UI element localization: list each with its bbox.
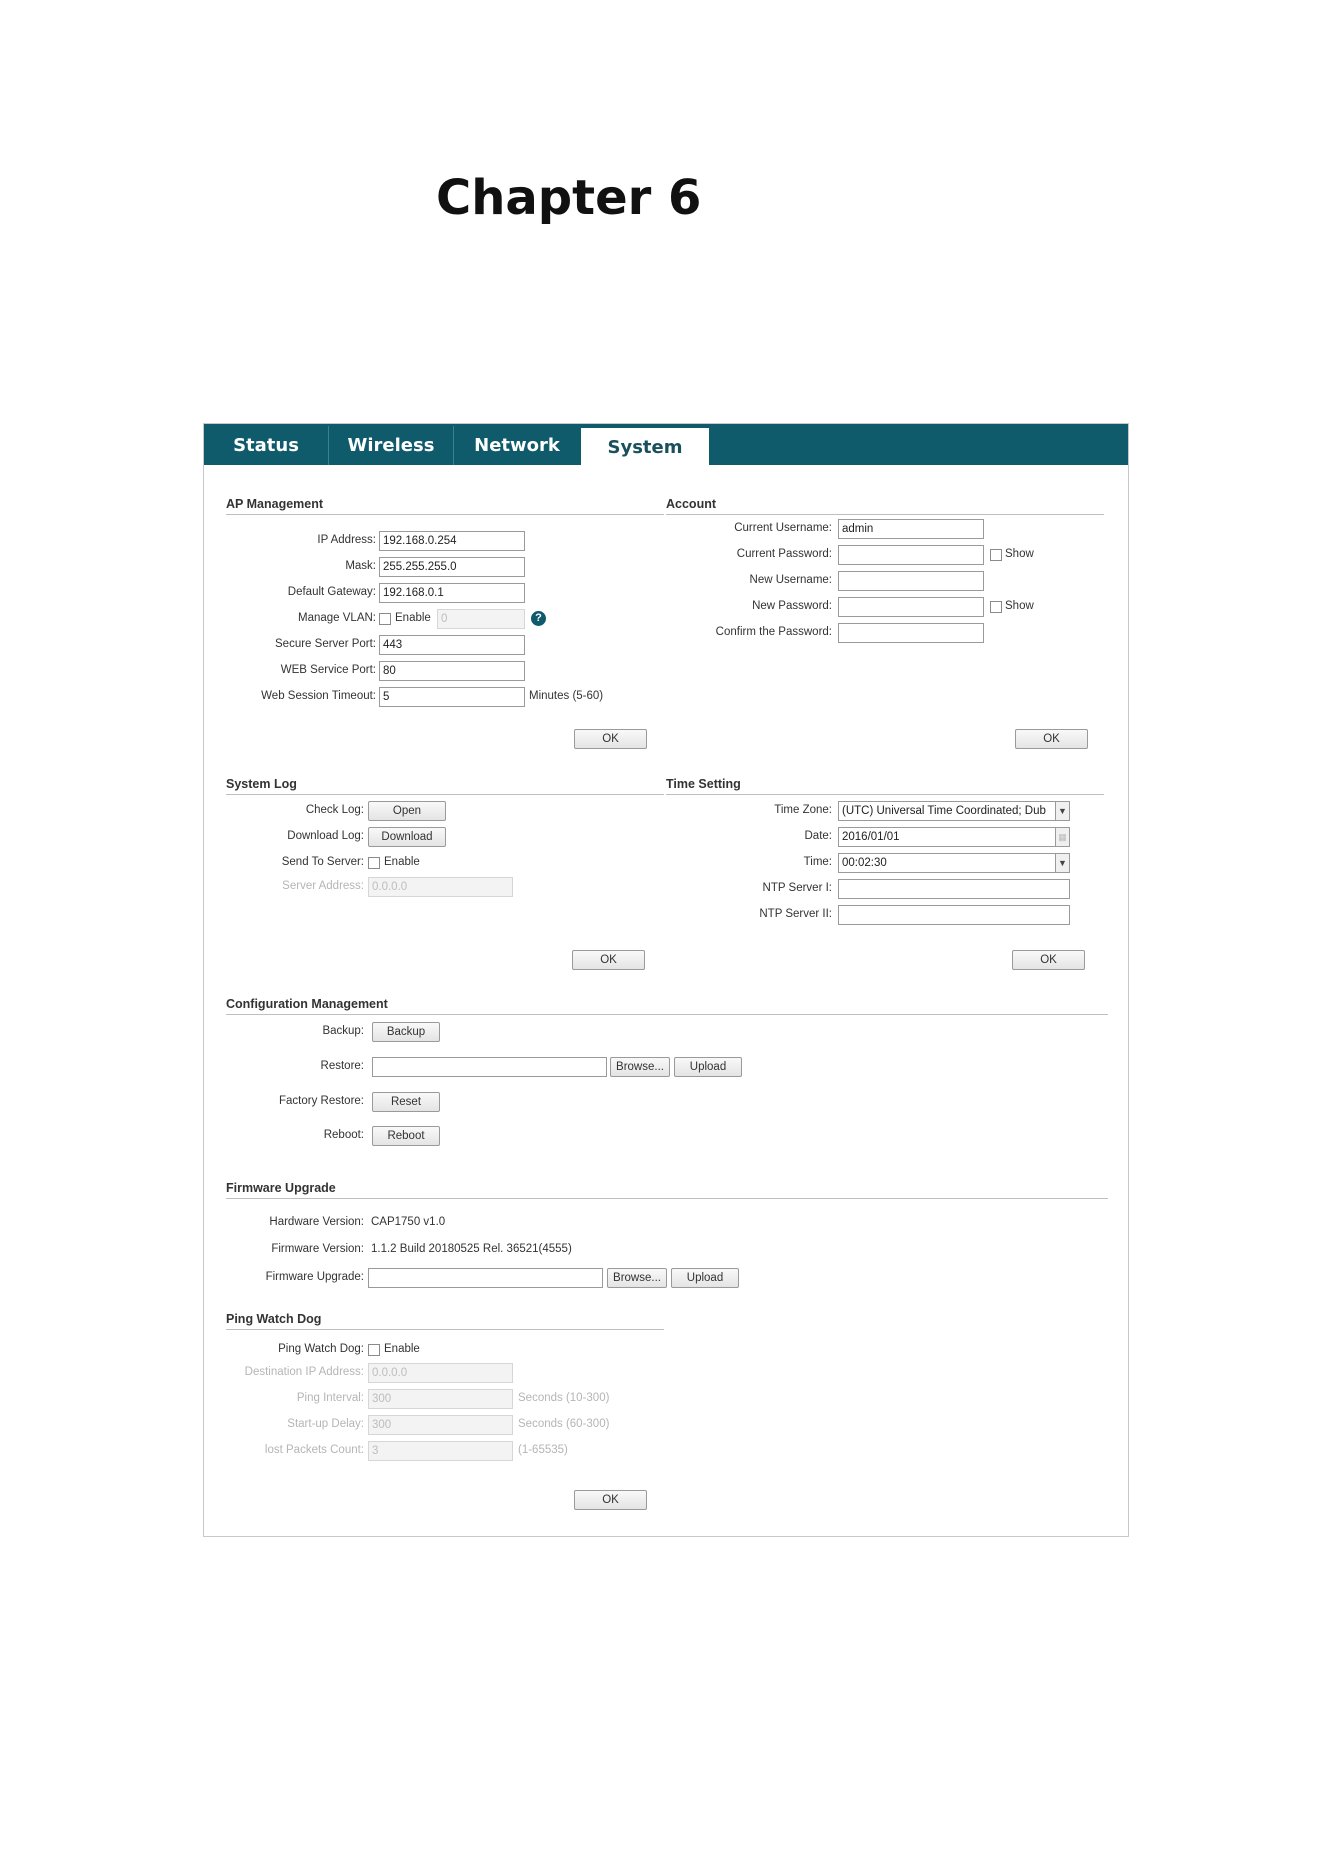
time-setting-ok-button[interactable]: OK: [1012, 950, 1085, 970]
firmware-upgrade-label: Firmware Upgrade:: [265, 1271, 364, 1283]
backup-button[interactable]: Backup: [372, 1022, 440, 1042]
firmware-upload-button[interactable]: Upload: [671, 1268, 739, 1288]
configuration-management-title: Configuration Management: [226, 997, 1108, 1015]
restore-file-input[interactable]: [372, 1057, 607, 1077]
current-username-label: Current Username:: [734, 522, 832, 534]
timeout-range-hint: Minutes (5-60): [529, 690, 604, 702]
time-zone-select[interactable]: [838, 801, 1070, 821]
current-password-input[interactable]: [838, 545, 984, 565]
tab-bar: [204, 424, 1128, 465]
firmware-browse-button[interactable]: Browse...: [607, 1268, 667, 1288]
server-address-input: 0.0.0.0: [368, 877, 513, 897]
account-ok-button[interactable]: OK: [1015, 729, 1088, 749]
show-new-password-label: Show: [1005, 600, 1034, 612]
default-gateway-label: Default Gateway:: [287, 586, 376, 598]
account-title: Account: [666, 497, 1104, 515]
backup-label: Backup:: [322, 1025, 364, 1037]
system-settings-window: [203, 423, 1129, 1537]
manage-vlan-label: Manage VLAN:: [298, 612, 376, 624]
ping-watch-dog-title: Ping Watch Dog: [226, 1312, 664, 1330]
tab-wireless[interactable]: Wireless: [329, 426, 454, 465]
factory-restore-label: Factory Restore:: [279, 1095, 364, 1107]
help-icon[interactable]: ?: [531, 611, 546, 626]
time-label: Time:: [803, 856, 832, 868]
ntp-server-2-label: NTP Server II:: [759, 908, 832, 920]
ntp-server-1-input[interactable]: [838, 879, 1070, 899]
firmware-file-input[interactable]: [368, 1268, 603, 1288]
send-to-server-checkbox[interactable]: [368, 857, 380, 869]
firmware-version-value: 1.1.2 Build 20180525 Rel. 36521(4555): [371, 1243, 572, 1255]
new-username-input[interactable]: [838, 571, 984, 591]
system-log-ok-button[interactable]: OK: [572, 950, 645, 970]
web-service-port-label: WEB Service Port:: [280, 664, 376, 676]
date-input[interactable]: 2016/01/01: [838, 827, 1070, 847]
default-gateway-input[interactable]: 192.168.0.1: [379, 583, 525, 603]
confirm-password-label: Confirm the Password:: [715, 626, 832, 638]
ping-watch-dog-checkbox[interactable]: [368, 1344, 380, 1356]
ping-watch-dog-ok-button[interactable]: OK: [574, 1490, 647, 1510]
ping-watch-dog-enable-label: Enable: [384, 1343, 420, 1355]
ping-watch-dog-label: Ping Watch Dog:: [278, 1343, 364, 1355]
secure-server-port-label: Secure Server Port:: [275, 638, 376, 650]
current-username-input[interactable]: admin: [838, 519, 984, 539]
ping-interval-label: Ping Interval:: [296, 1392, 364, 1404]
ip-address-label: IP Address:: [317, 534, 376, 546]
lost-packets-label: lost Packets Count:: [264, 1444, 364, 1456]
factory-reset-button[interactable]: Reset: [372, 1092, 440, 1112]
new-password-input[interactable]: [838, 597, 984, 617]
lost-packets-input: 3: [368, 1441, 513, 1461]
ping-interval-hint: Seconds (10-300): [518, 1392, 610, 1404]
startup-delay-label: Start-up Delay:: [287, 1418, 364, 1430]
current-password-label: Current Password:: [736, 548, 832, 560]
firmware-upgrade-title: Firmware Upgrade: [226, 1181, 1108, 1199]
show-current-password-checkbox[interactable]: [990, 549, 1002, 561]
web-session-timeout-label: Web Session Timeout:: [261, 690, 376, 702]
restore-upload-button[interactable]: Upload: [674, 1057, 742, 1077]
reboot-button[interactable]: Reboot: [372, 1126, 440, 1146]
web-session-timeout-input[interactable]: 5: [379, 687, 525, 707]
mask-input[interactable]: 255.255.255.0: [379, 557, 525, 577]
destination-ip-label: Destination IP Address:: [244, 1366, 364, 1378]
tab-system[interactable]: System: [581, 428, 709, 467]
download-log-label: Download Log:: [287, 830, 364, 842]
web-service-port-input[interactable]: 80: [379, 661, 525, 681]
time-zone-label: Time Zone:: [774, 804, 832, 816]
reboot-label: Reboot:: [323, 1129, 364, 1141]
send-to-server-enable-label: Enable: [384, 856, 420, 868]
system-log-title: System Log: [226, 777, 664, 795]
restore-browse-button[interactable]: Browse...: [610, 1057, 670, 1077]
chevron-down-icon[interactable]: ▼: [1055, 802, 1069, 820]
server-address-label: Server Address:: [282, 880, 364, 892]
secure-server-port-input[interactable]: 443: [379, 635, 525, 655]
ntp-server-2-input[interactable]: [838, 905, 1070, 925]
firmware-version-label: Firmware Version:: [271, 1243, 364, 1255]
ip-address-input[interactable]: 192.168.0.254: [379, 531, 525, 551]
show-new-password-checkbox[interactable]: [990, 601, 1002, 613]
manage-vlan-enable-label: Enable: [395, 612, 431, 624]
mask-label: Mask:: [345, 560, 376, 572]
calendar-icon[interactable]: ▦: [1055, 828, 1069, 846]
time-zone-value: (UTC) Universal Time Coordinated; Dub: [842, 805, 1046, 817]
ap-management-title: AP Management: [226, 497, 664, 515]
ntp-server-1-label: NTP Server I:: [762, 882, 832, 894]
show-current-password-label: Show: [1005, 548, 1034, 560]
lost-packets-hint: (1-65535): [518, 1444, 568, 1456]
destination-ip-input: 0.0.0.0: [368, 1363, 513, 1383]
check-log-label: Check Log:: [305, 804, 364, 816]
manage-vlan-checkbox[interactable]: [379, 613, 391, 625]
new-password-label: New Password:: [752, 600, 832, 612]
new-username-label: New Username:: [749, 574, 832, 586]
time-select[interactable]: 00:02:30: [838, 853, 1070, 873]
chapter-heading: Chapter 6: [436, 170, 702, 226]
date-label: Date:: [804, 830, 832, 842]
ap-management-ok-button[interactable]: OK: [574, 729, 647, 749]
hardware-version-label: Hardware Version:: [269, 1216, 364, 1228]
startup-delay-input: 300: [368, 1415, 513, 1435]
tab-status[interactable]: Status: [204, 426, 329, 465]
download-log-button[interactable]: Download: [368, 827, 446, 847]
open-log-button[interactable]: Open: [368, 801, 446, 821]
tab-network[interactable]: Network: [474, 435, 560, 456]
startup-delay-hint: Seconds (60-300): [518, 1418, 610, 1430]
ping-interval-input: 300: [368, 1389, 513, 1409]
vlan-id-input: 0: [437, 609, 525, 629]
hardware-version-value: CAP1750 v1.0: [371, 1216, 446, 1228]
send-to-server-label: Send To Server:: [281, 856, 364, 868]
chevron-down-icon[interactable]: ▼: [1055, 854, 1069, 872]
time-setting-title: Time Setting: [666, 777, 1104, 795]
confirm-password-input[interactable]: [838, 623, 984, 643]
restore-label: Restore:: [320, 1060, 364, 1072]
